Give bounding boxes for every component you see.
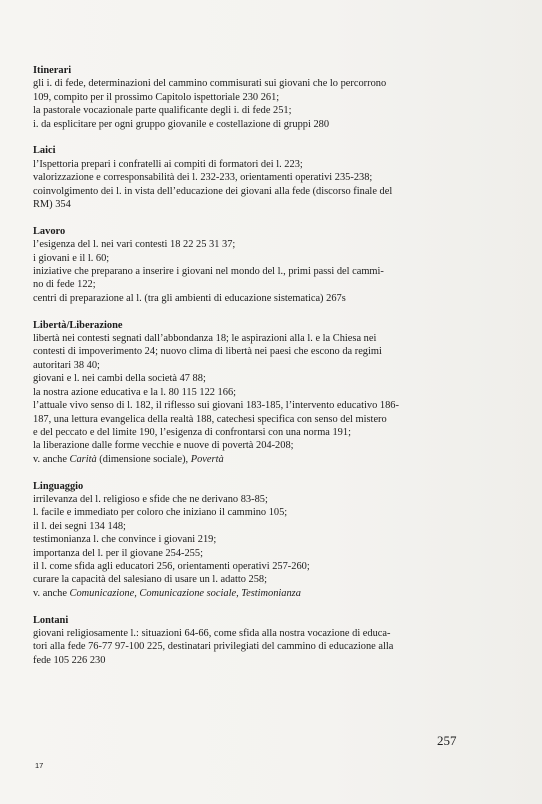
entry-line: RM) 354 [33, 199, 71, 211]
entry-line: giovani e l. nei cambi della società 47 88; [33, 373, 206, 385]
index-entry-lontani [33, 614, 461, 668]
entry-line: libertà nei contesti segnati dall’abbondanza 18; le aspirazioni alla l. e la Chiesa nei [33, 333, 377, 345]
entry-line: contesti di impoverimento 24; nuovo clima di libertà nei paesi che escono da regimi [33, 346, 382, 358]
see-also-line [33, 453, 461, 466]
index-entry-itinerari [33, 64, 461, 131]
entry-line: curare la capacità del salesiano di usare un l. adatto 258; [33, 574, 267, 586]
entry-line: l’Ispettoria prepari i confratelli ai compiti di formatori dei l. 223; [33, 158, 303, 170]
entry-line: 187, una lettura evangelica della realtà 188, catechesi specifica con senso del mistero [33, 413, 387, 425]
see-also-link: Carità [69, 453, 97, 465]
entry-title: Lavoro [33, 225, 66, 237]
entry-title: Lontani [33, 614, 69, 626]
index-entry-liberta [33, 319, 461, 466]
entry-line: i. da esplicitare per ogni gruppo giovanile e costellazione di gruppi 280 [33, 118, 330, 130]
see-also-prefix: v. anche [33, 453, 70, 465]
index-entry-laici [33, 144, 461, 211]
entry-line: e del peccato e del limite 190, l’esigenza di confrontarsi con una norma 191; [33, 426, 351, 438]
entry-line: l’esigenza del l. nei vari contesti 18 22 25 31 37; [33, 239, 236, 251]
entry-line: centri di preparazione al l. (tra gli ambienti di educazione sistematica) 267s [33, 292, 346, 304]
entry-title: Libertà/Liberazione [33, 319, 123, 331]
entry-line: la nostra azione educativa e la l. 80 115 122 166; [33, 386, 237, 398]
see-also-line [33, 587, 461, 600]
entry-line: testimonianza l. che convince i giovani 219; [33, 534, 217, 546]
page-number: 257 [437, 733, 457, 748]
entry-line: 109, compito per il prossimo Capitolo ispettoriale 230 261; [33, 91, 280, 103]
entry-line: i giovani e il l. 60; [33, 252, 110, 264]
see-also-link: Comunicazione, Comunicazione sociale, Testimonianza [69, 587, 301, 599]
entry-title: Laici [33, 145, 56, 157]
entry-line: importanza del l. per il giovane 254-255; [33, 547, 203, 559]
entry-line: l’attuale vivo senso di l. 182, il riflesso sui giovani 183-185, l’intervento educativo 186- [33, 400, 399, 412]
printer-signature: 17 [35, 761, 44, 770]
entry-line: coinvolgimento dei l. in vista dell’educazione dei giovani alla fede (discorso finale del [33, 185, 393, 197]
index-entry-linguaggio [33, 480, 461, 601]
see-also-text: (dimensione sociale), [96, 453, 191, 465]
see-also-link: Povertà [190, 453, 224, 465]
entry-line: tori alla fede 76-77 97-100 225, destinatari privilegiati del cammino di educazione alla [33, 641, 394, 653]
entry-line: il l. dei segni 134 148; [33, 520, 126, 532]
entry-line: fede 105 226 230 [33, 654, 106, 666]
entry-line: giovani religiosamente l.: situazioni 64-66, come sfida alla nostra vocazione di educa- [33, 627, 391, 639]
index-entry-lavoro [33, 225, 461, 305]
entry-title: Linguaggio [33, 480, 84, 492]
entry-line: irrilevanza del l. religioso e sfide che ne derivano 83-85; [33, 493, 268, 505]
entry-line: la pastorale vocazionale parte qualificante degli i. di fede 251; [33, 105, 292, 117]
entry-line: autoritari 38 40; [33, 359, 100, 371]
entry-line: no di fede 122; [33, 279, 96, 291]
entry-line: l. facile e immediato per coloro che iniziano il cammino 105; [33, 507, 288, 519]
entry-line: la liberazione dalle forme vecchie e nuove di povertà 204-208; [33, 440, 294, 452]
see-also-prefix: v. anche [33, 587, 70, 599]
entry-line: valorizzazione e corresponsabilità dei l. 232-233, orientamenti operativi 235-238; [33, 172, 373, 184]
entry-line: iniziative che preparano a inserire i giovani nel mondo del l., primi passi del cammi- [33, 266, 384, 278]
index-content [33, 64, 461, 681]
entry-line: il l. come sfida agli educatori 256, orientamenti operativi 257-260; [33, 560, 310, 572]
entry-line: gli i. di fede, determinazioni del cammino commisurati sui giovani che lo percorrono [33, 78, 387, 90]
entry-title: Itinerari [33, 65, 72, 76]
